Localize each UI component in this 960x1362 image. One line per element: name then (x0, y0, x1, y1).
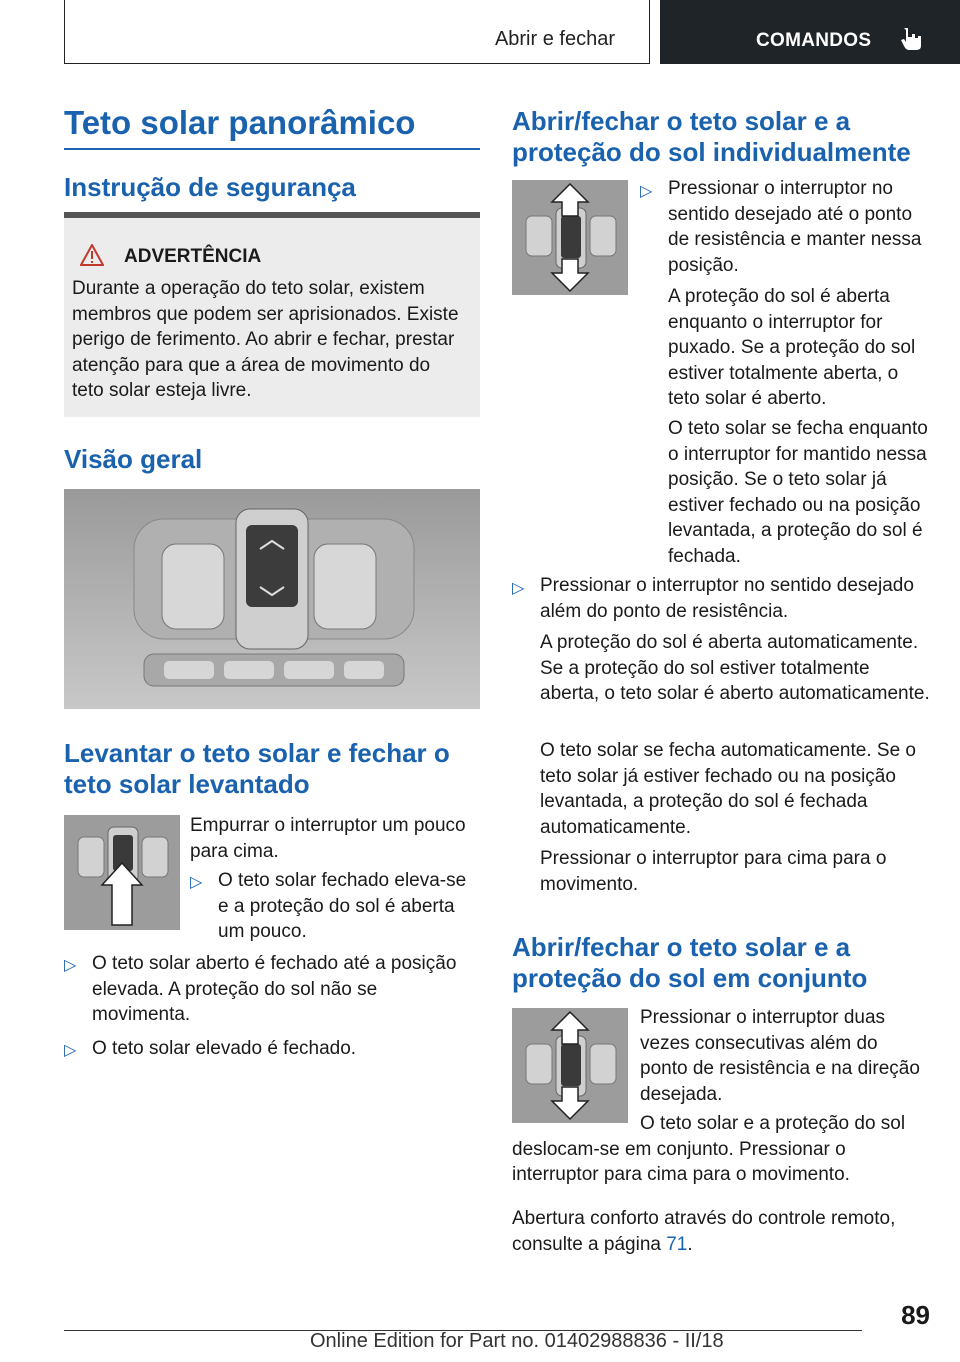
title-rule (64, 148, 480, 150)
header-section-box (64, 0, 650, 64)
bullet-icon: ▷ (512, 580, 525, 597)
switch-up-image (64, 815, 180, 930)
page-title: Teto solar panorâmico (64, 104, 416, 141)
footer-edition: Online Edition for Part no. 01402988836 - II/18 (310, 1330, 724, 1352)
bullet-icon: ▷ (64, 1042, 77, 1059)
lift-intro: Empurrar o interruptor um pouco para cima. (190, 815, 466, 862)
lift-heading: Levantar o teto solar e fechar o teto solar levantado (64, 738, 450, 799)
individual-bullet-2-text-4: Pressionar o interruptor para cima para o movimento. (540, 848, 887, 895)
header-chapter: COMANDOS (756, 30, 872, 51)
lift-bullet-3: O teto solar elevado é fechado. (92, 1038, 357, 1059)
individual-bullet-2-text-2: A proteção do sol é aberta automaticamente. Se a proteção do sol estiver totalmente aberta, o teto solar é aberto automaticamente. (540, 632, 930, 704)
overview-heading: Visão geral (64, 444, 203, 474)
switch-updown-image-2 (512, 1008, 628, 1123)
page-number: 89 (901, 1300, 930, 1330)
hand-pointer-icon (898, 26, 924, 52)
joint-heading: Abrir/fechar o teto solar e a proteção do sol em conjunto (512, 932, 868, 993)
individual-heading: Abrir/fechar o teto solar e a proteção do sol individualmente (512, 106, 911, 167)
bullet-icon: ▷ (64, 957, 77, 974)
bullet-icon: ▷ (640, 183, 653, 200)
comfort-text-end: . (687, 1233, 693, 1255)
joint-text-2: O teto solar e a proteção do sol deslocam-se em conjunto. Pressionar o interruptor para cima para o movimento. (512, 1113, 906, 1185)
comfort-text (512, 1206, 930, 1257)
safety-heading: Instrução de segurança (64, 172, 356, 202)
comfort-text-body: Abertura conforto através do controle remoto, consulte a página (512, 1208, 896, 1255)
header-section: Abrir e fechar (494, 28, 615, 50)
warning-title: ADVERTÊNCIA (124, 246, 262, 267)
header-chapter-box (660, 0, 960, 64)
warning-box (64, 212, 480, 417)
switch-updown-image (512, 180, 628, 295)
warning-triangle-icon (80, 244, 104, 266)
overview-image (64, 489, 480, 709)
lift-bullet-1: O teto solar fechado eleva-se e a proteção do sol é aberta um pouco. (218, 870, 467, 942)
individual-bullet-2: Pressionar o interruptor no sentido desejado além do ponto de resistência. (540, 575, 914, 622)
page-title-wrap (64, 104, 480, 142)
warning-body: Durante a operação do teto solar, existem membros que podem ser aprisionados. Existe perigo de ferimento. Ao abrir e fechar, prestar atenção para que a área de movimento do teto solar esteja livre. (72, 278, 459, 401)
page-reference-link[interactable]: 71 (666, 1233, 688, 1255)
individual-bullet-1: Pressionar o interruptor no sentido desejado até o ponto de resistência e manter nessa posição. (668, 178, 922, 276)
lift-bullet-2: O teto solar aberto é fechado até a posição elevada. A proteção do sol não se movimenta. (92, 953, 457, 1025)
bullet-icon: ▷ (190, 874, 203, 891)
individual-bullet-1-text-3: O teto solar se fecha enquanto o interruptor for mantido nessa posição. Se o teto solar já estiver fechado ou na posição levantada, a proteção do sol é fechada. (668, 418, 928, 567)
joint-text-1: Pressionar o interruptor duas vezes consecutivas além do ponto de resistência e na direção desejada. (640, 1007, 920, 1105)
individual-bullet-1-text-2: A proteção do sol é aberta enquanto o interruptor for puxado. Se a proteção do sol estiver totalmente aberta, o teto solar é aberto. (668, 286, 916, 409)
individual-bullet-2-text-3: O teto solar se fecha automaticamente. Se o teto solar já estiver fechado ou na posição levantada, a proteção do sol é fechada automaticamente. (540, 740, 916, 838)
